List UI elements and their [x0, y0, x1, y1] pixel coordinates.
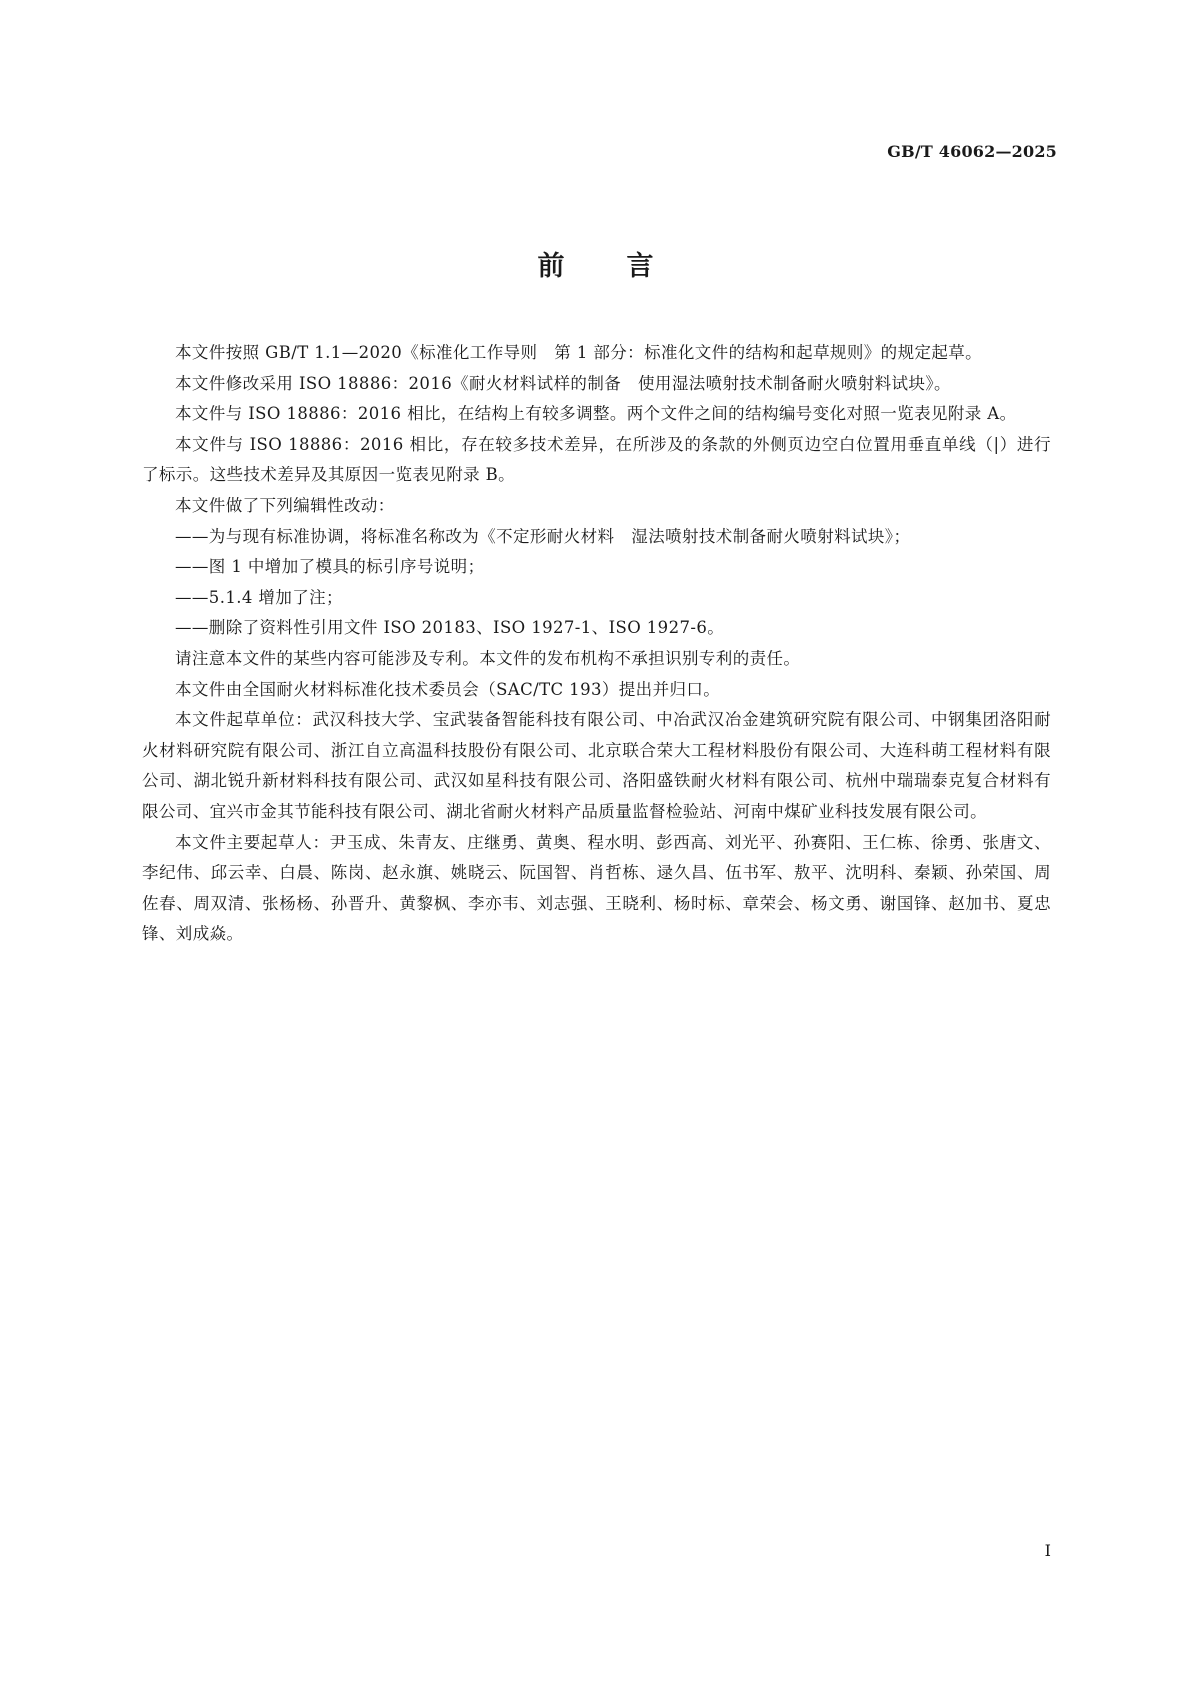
paragraph-structure-changes: 本文件与 ISO 18886：2016 相比，在结构上有较多调整。两个文件之间的结构编号变化对照一览表见附录 A。	[175, 404, 1017, 424]
list-item: ——5.1.4 增加了注；	[175, 587, 343, 607]
paragraph-drafting-units: 本文件起草单位：武汉科技大学、宝武装备智能科技有限公司、中冶武汉冶金建筑研究院有限公司、中钢集团洛阳耐火材料研究院有限公司、浙江自立高温科技股份有限公司、北京联合荣大工程材料股份有限公司、大连科萌工程材料有限公司、湖北锐升新材料科技有限公司、武汉如星科技有限公司、洛阳盛铁耐火材料有限公司、杭州中瑞瑞泰克复合材料有限公司、宜兴市金其节能科技有限公司、湖北省耐火材料产品质量监督检验站、河南中煤矿业科技发展有限公司。	[142, 710, 1051, 821]
list-item: ——图 1 中增加了模具的标引序号说明；	[175, 557, 485, 577]
paragraph-editorial-intro: 本文件做了下列编辑性改动：	[175, 495, 395, 515]
paragraph-technical-differences: 本文件与 ISO 18886：2016 相比，存在较多技术差异，在所涉及的条款的外侧页边空白位置用垂直单线（|）进行了标示。这些技术差异及其原因一览表见附录 B。	[142, 434, 1051, 485]
standard-number: GB/T 46062—2025	[887, 142, 1057, 161]
list-item: ——删除了资料性引用文件 ISO 20183、ISO 1927-1、ISO 1927-6。	[175, 618, 725, 638]
paragraph-drafters: 本文件主要起草人：尹玉成、朱青友、庄继勇、黄奥、程水明、彭西高、刘光平、孙赛阳、王仁栋、徐勇、张唐文、李纪伟、邱云幸、白晨、陈岗、赵永旗、姚晓云、阮国智、肖哲栋、逯久昌、伍书军、敖平、沈明科、秦颖、孙荣国、周佐春、周双清、张杨杨、孙晋升、黄黎枫、李亦韦、刘志强、王晓利、杨时标、章荣会、杨文勇、谢国锋、赵加书、夏忠锋、刘成焱。	[142, 832, 1051, 944]
paragraph-patent-notice: 请注意本文件的某些内容可能涉及专利。本文件的发布机构不承担识别专利的责任。	[175, 648, 801, 668]
list-item: ——为与现有标准协调，将标准名称改为《不定形耐火材料 湿法喷射技术制备耐火喷射料试块》；	[175, 526, 911, 546]
paragraph-adoption: 本文件修改采用 ISO 18886：2016《耐火材料试样的制备 使用湿法喷射技术制备耐火喷射料试块》。	[175, 373, 951, 393]
page-title	[0, 244, 1191, 283]
title-char-1: 前	[537, 251, 565, 282]
page-number: I	[1044, 1541, 1051, 1560]
foreword-body	[142, 338, 1051, 950]
title-char-2: 言	[626, 251, 654, 282]
paragraph-committee: 本文件由全国耐火材料标准化技术委员会（SAC/TC 193）提出并归口。	[175, 679, 721, 699]
paragraph-drafting-rules: 本文件按照 GB/T 1.1—2020《标准化工作导则 第 1 部分：标准化文件的结构和起草规则》的规定起草。	[175, 343, 983, 362]
